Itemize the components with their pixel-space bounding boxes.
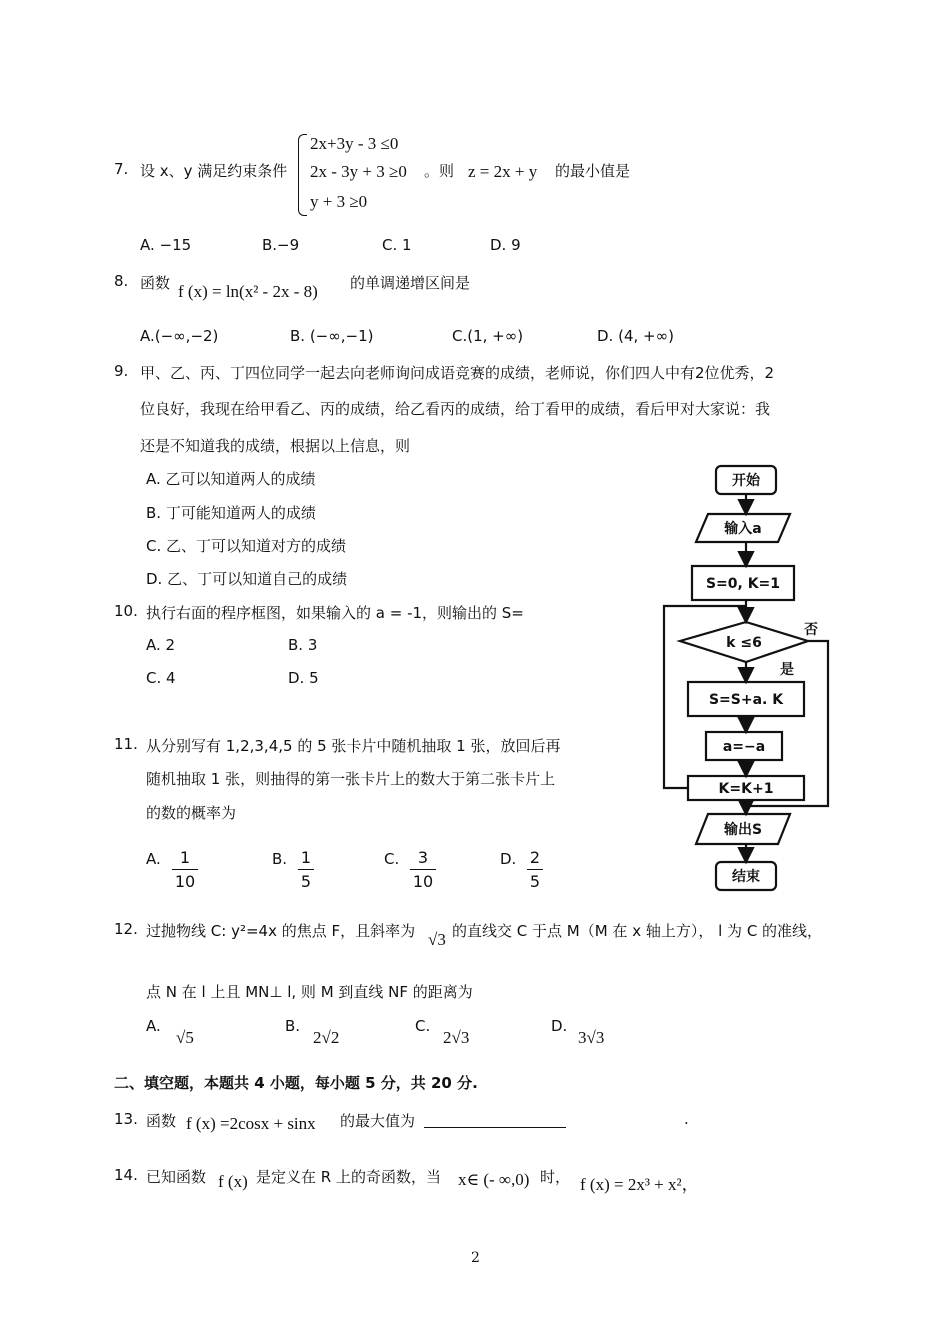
- q14-mid: 是定义在 R 上的奇函数，当: [256, 1168, 441, 1186]
- q9-option-b: B. 丁可能知道两人的成绩: [146, 504, 316, 522]
- q14-function: f (x) = 2x³ + x²，: [580, 1175, 699, 1194]
- q9-line-1: 甲、乙、丙、丁四位同学一起去向老师询问成语竞赛的成绩，老师说，你们四人中有2位优秀，2: [140, 364, 775, 382]
- q12-option-a-value: √5: [176, 1028, 194, 1047]
- q7-option-a: A. −15: [140, 236, 192, 254]
- q10-text: 执行右面的程序框图，如果输入的 a = -1，则输出的 S=: [146, 604, 524, 622]
- q7-constraint-2: 2x - 3y + 3 ≥0: [310, 162, 407, 181]
- q10-option-d: D. 5: [288, 669, 319, 687]
- q11-option-b-fraction: 1 5: [298, 848, 314, 891]
- q12-option-d-value: 3√3: [578, 1028, 605, 1047]
- flow-start-label: 开始: [732, 473, 760, 489]
- q9-line-3: 还是不知道我的成绩，根据以上信息，则: [140, 437, 411, 455]
- q12-option-d-label: D.: [551, 1017, 568, 1035]
- q7-objective: z = 2x + y: [468, 162, 538, 181]
- q12-part-2: 的直线交 C 于点 M（M 在 x 轴上方）， l 为 C 的准线，: [452, 922, 823, 940]
- q8-option-d: D. (4, +∞): [597, 327, 674, 345]
- q13-text: 函数: [146, 1112, 177, 1130]
- q9-option-c: C. 乙、丁可以知道对方的成绩: [146, 537, 347, 555]
- q13-period: .: [684, 1110, 689, 1128]
- q7-number: 7.: [114, 160, 129, 178]
- q11-option-c-label: C.: [384, 850, 400, 868]
- q11-option-a-label: A.: [146, 850, 161, 868]
- flow-step2-label: a=−a: [722, 739, 766, 755]
- q9-option-d: D. 乙、丁可以知道自己的成绩: [146, 570, 348, 588]
- flow-no-label: 否: [804, 622, 818, 638]
- q8-option-a: A.(−∞,−2): [140, 327, 219, 345]
- q8-tail: 的单调递增区间是: [350, 274, 471, 292]
- q12-line-2: 点 N 在 l 上且 MN⊥ l, 则 M 到直线 NF 的距离为: [146, 983, 473, 1001]
- q14-text: 已知函数: [146, 1168, 207, 1186]
- q11-option-c-fraction: 3 10: [410, 848, 436, 891]
- flow-step1-label: S=S+a. K: [708, 692, 784, 708]
- q7-constraint-3: y + 3 ≥0: [310, 192, 368, 211]
- q11-option-a-fraction: 1 10: [172, 848, 198, 891]
- q11-option-d-fraction: 2 5: [527, 848, 543, 891]
- q11-line-2: 随机抽取 1 张，则抽得的第一张卡片上的数大于第二张卡片上: [146, 770, 556, 788]
- q12-option-c-label: C.: [415, 1017, 431, 1035]
- q7-option-b: B.−9: [262, 236, 300, 254]
- q8-function: f (x) = ln(x² - 2x - 8): [178, 282, 318, 301]
- q12-number: 12.: [114, 920, 138, 938]
- q14-number: 14.: [114, 1166, 138, 1184]
- q7-text: 设 x、y 满足约束条件: [140, 162, 288, 180]
- flow-end-label: 结束: [732, 869, 760, 885]
- flow-input-label: 输入a: [724, 521, 762, 537]
- q12-option-b-label: B.: [285, 1017, 301, 1035]
- q11-option-b-label: B.: [272, 850, 288, 868]
- q10-option-a: A. 2: [146, 636, 176, 654]
- q12-option-b-value: 2√2: [313, 1028, 340, 1047]
- section-2-heading: 二、填空题，本题共 4 小题，每小题 5 分，共 20 分.: [114, 1074, 478, 1092]
- q7-then: 。则: [424, 162, 455, 180]
- q12-option-a-label: A.: [146, 1017, 161, 1035]
- flow-step3-label: K=K+1: [718, 781, 774, 797]
- q9-number: 9.: [114, 362, 129, 380]
- flow-condition-label: k ≤6: [726, 635, 762, 651]
- q10-option-b: B. 3: [288, 636, 318, 654]
- q13-tail: 的最大值为: [340, 1112, 416, 1130]
- q10-number: 10.: [114, 602, 138, 620]
- q7-option-c: C. 1: [382, 236, 412, 254]
- q7-brace: [298, 134, 307, 216]
- flow-output-label: 输出S: [723, 822, 763, 838]
- q10-option-c: C. 4: [146, 669, 176, 687]
- q7-option-d: D. 9: [490, 236, 521, 254]
- page-number: 2: [471, 1250, 480, 1266]
- flowchart: [650, 458, 850, 898]
- q11-line-3: 的数的概率为: [146, 804, 237, 822]
- q12-slope: √3: [428, 930, 446, 949]
- q7-constraint-1: 2x+3y - 3 ≤0: [310, 134, 399, 153]
- q13-answer-blank[interactable]: [424, 1113, 566, 1128]
- q13-function: f (x) =2cosx + sinx: [186, 1114, 316, 1133]
- q8-number: 8.: [114, 272, 129, 290]
- q8-option-c: C.(1, +∞): [452, 327, 524, 345]
- q7-tail: 的最小值是: [555, 162, 631, 180]
- q11-line-1: 从分别写有 1,2,3,4,5 的 5 张卡片中随机抽取 1 张，放回后再: [146, 737, 561, 755]
- q8-text: 函数: [140, 274, 171, 292]
- q14-fx: f (x): [218, 1172, 248, 1191]
- q11-number: 11.: [114, 735, 138, 753]
- q9-line-2: 位良好，我现在给甲看乙、丙的成绩，给乙看丙的成绩，给丁看甲的成绩，看后甲对大家说：我: [140, 400, 771, 418]
- q14-condition: x∈ (- ∞,0): [458, 1170, 530, 1189]
- q12-part-1: 过抛物线 C: y²=4x 的焦点 F，且斜率为: [146, 922, 416, 940]
- q8-option-b: B. (−∞,−1): [290, 327, 374, 345]
- q9-option-a: A. 乙可以知道两人的成绩: [146, 470, 316, 488]
- q12-option-c-value: 2√3: [443, 1028, 470, 1047]
- flow-init-label: S=0, K=1: [705, 576, 781, 592]
- q11-option-d-label: D.: [500, 850, 517, 868]
- flow-yes-label: 是: [780, 662, 794, 678]
- q14-when: 时，: [540, 1168, 571, 1186]
- q13-number: 13.: [114, 1110, 138, 1128]
